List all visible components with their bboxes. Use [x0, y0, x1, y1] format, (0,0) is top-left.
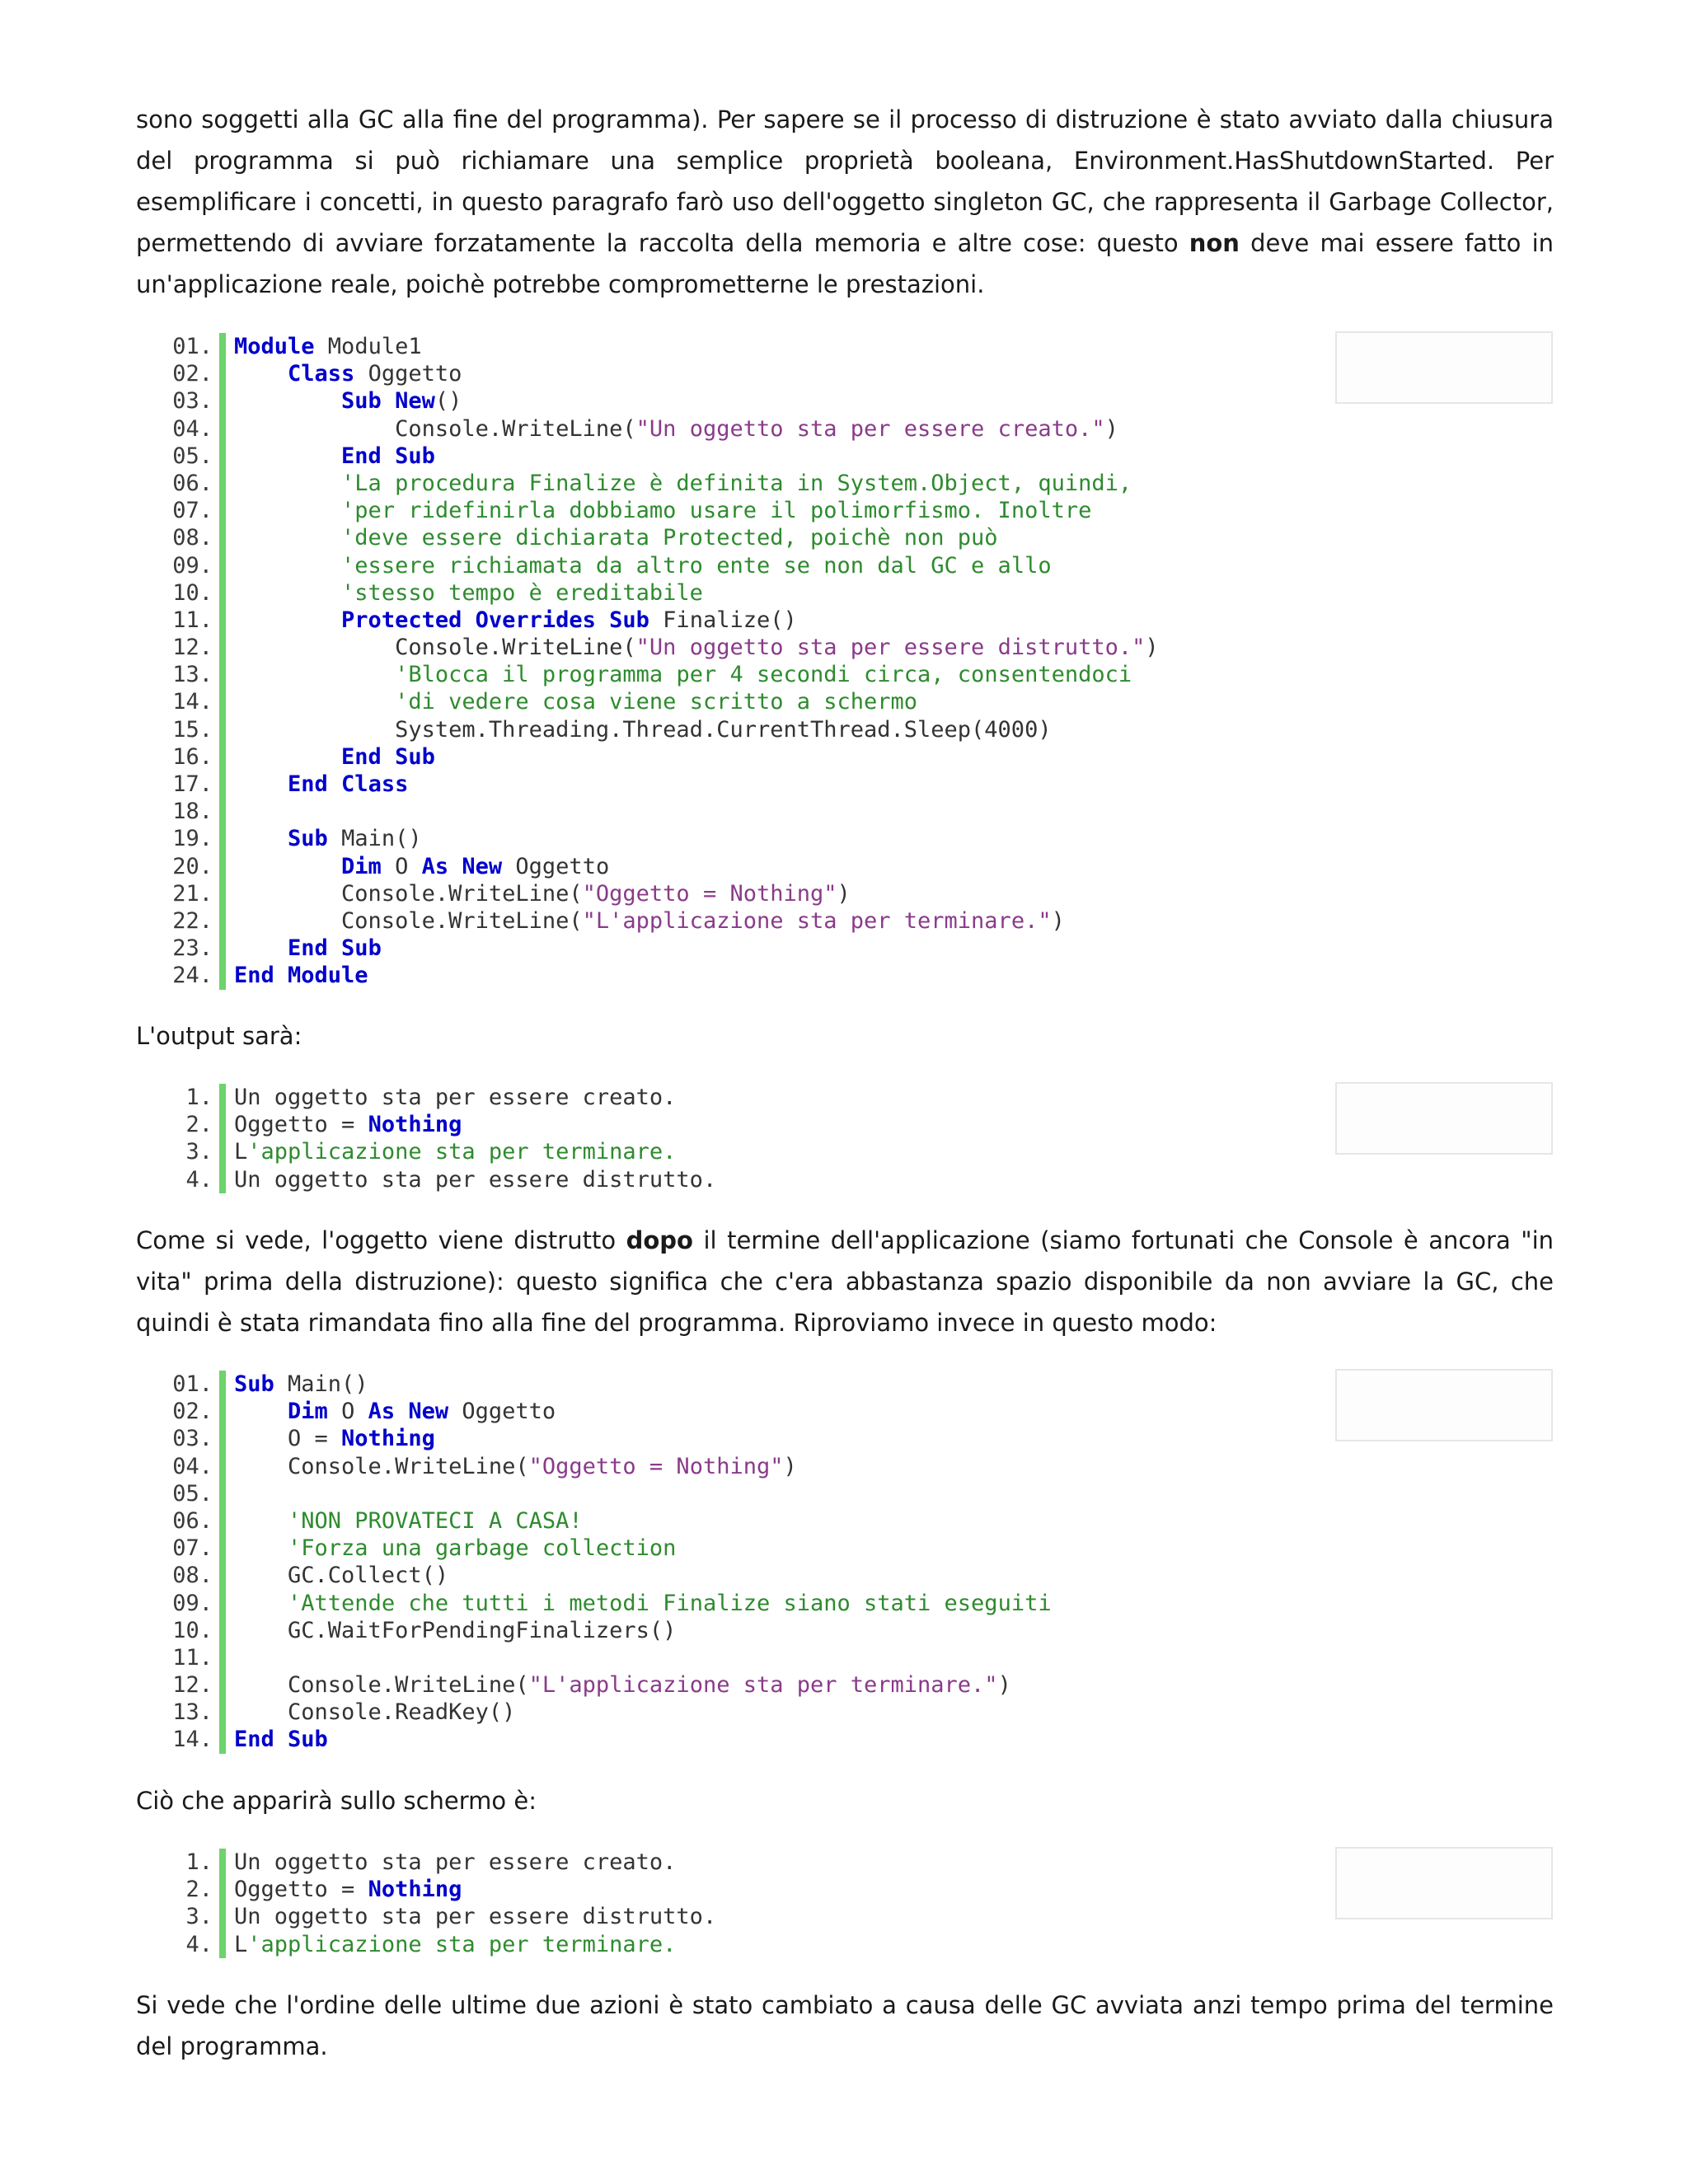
code-token: Sub [234, 1371, 274, 1397]
line-gutter-bar [219, 1425, 226, 1452]
code-token: "Un oggetto sta per essere creato." [635, 415, 1105, 442]
code-token: 'Blocca il programma per 4 secondi circa, consentendoci [395, 662, 1132, 688]
code-token: "Oggetto = Nothing" [528, 1453, 784, 1479]
line-gutter-bar [219, 1562, 226, 1589]
paragraph-explanation [136, 1220, 1554, 1343]
line-gutter-bar [219, 907, 226, 935]
line-number: 12. [172, 635, 213, 661]
paragraph-intro-text: sono soggetti alla GC alla fine del programma). Per sapere se il processo di distruzione è stato avviato dalla chiusura del programma si può richiamare una semplice proprietà booleana, Environment.HasShutdownStarted. Per esemplificare i concetti, in questo paragrafo farò uso dell'oggetto singleton GC, che rappresenta il Garbage Collector, permettendo di avviare forzatamente la raccolta della memoria e altre cose: questo [136, 105, 1554, 257]
code-text [234, 716, 1052, 743]
code-text [234, 415, 1118, 443]
line-gutter-bar [219, 1931, 226, 1958]
line-gutter-bar [219, 1371, 226, 1398]
code-token: GC.WaitForPendingFinalizers() [234, 1617, 677, 1643]
line-number: 06. [172, 470, 213, 496]
code-text [234, 771, 408, 798]
line-number: 01. [172, 334, 213, 359]
code-token: "Oggetto = Nothing" [582, 880, 837, 907]
code-text [234, 443, 435, 470]
code-line [165, 880, 1159, 907]
output-block-2 [165, 1849, 716, 1958]
line-number: 14. [172, 689, 213, 715]
code-line [165, 1480, 1052, 1507]
line-number: 09. [172, 1590, 213, 1616]
paragraph-explanation-start: Come si vede, l'oggetto viene distrutto [136, 1226, 617, 1254]
code-token: () [434, 388, 462, 415]
code-token [234, 854, 341, 879]
code-line [165, 1138, 716, 1165]
code-line [165, 1084, 716, 1111]
code-token: End Sub [288, 935, 382, 962]
code-token: Dim [288, 1399, 328, 1425]
code-token: Finalize() [649, 607, 797, 633]
code-text [234, 1617, 676, 1644]
line-gutter-bar [219, 825, 226, 852]
code-line [165, 634, 1159, 661]
code-token: Dim [341, 853, 382, 879]
code-token: 'di vedere cosa viene scritto a schermo [395, 689, 918, 715]
line-gutter-bar [219, 880, 226, 907]
code-line [165, 1535, 1052, 1562]
code-token [234, 826, 288, 851]
code-line [165, 1671, 1052, 1699]
code-token: Nothing [368, 1112, 462, 1138]
code-text [234, 1371, 368, 1398]
line-number: 11. [172, 607, 213, 633]
code-text [234, 524, 998, 551]
line-number: 09. [172, 552, 213, 579]
paragraph-intro-end: deve mai essere fatto in un'applicazione reale, poichè potrebbe comprometterne le prestazioni. [136, 229, 1554, 298]
code-token: ) [1051, 907, 1065, 934]
line-gutter-bar [219, 1398, 226, 1425]
code-line [165, 1453, 1052, 1480]
code-token [234, 580, 341, 606]
code-line [165, 1876, 716, 1903]
code-text [234, 634, 1159, 661]
code-token: Oggetto [354, 361, 462, 387]
code-token: As New [368, 1399, 449, 1425]
line-gutter-bar [219, 1138, 226, 1165]
line-gutter-bar [219, 1699, 226, 1726]
code-token: 'Attende che tutti i metodi Finalize siano stati eseguiti [288, 1590, 1052, 1616]
code-token: Oggetto [448, 1399, 556, 1425]
line-number: 06. [172, 1507, 213, 1534]
line-gutter-bar [219, 1590, 226, 1617]
code-token [234, 525, 341, 551]
code-line [165, 688, 1159, 715]
code-line [165, 853, 1159, 880]
code-text [234, 743, 435, 771]
code-text [234, 360, 462, 387]
code-line [165, 552, 1159, 579]
line-gutter-bar [219, 1535, 226, 1562]
line-number: 15. [172, 716, 213, 743]
code-token: "L'applicazione sta per terminare." [528, 1672, 998, 1699]
code-line [165, 1398, 1052, 1425]
line-gutter-bar [219, 1507, 226, 1535]
line-gutter-bar [219, 579, 226, 607]
code-token [234, 1399, 288, 1424]
code-block-main [165, 1371, 1052, 1754]
line-gutter-bar [219, 415, 226, 443]
line-gutter-bar [219, 771, 226, 798]
line-gutter-bar [219, 716, 226, 743]
line-gutter-bar [219, 387, 226, 415]
line-number: 07. [172, 498, 213, 524]
line-gutter-bar [219, 1876, 226, 1903]
code-text [234, 825, 422, 852]
line-number: 08. [172, 525, 213, 551]
code-line [165, 935, 1159, 962]
paragraph-conclusion: Si vede che l'ordine delle ultime due azioni è stato cambiato a causa delle GC avviata anzi tempo prima del termine del programma. [136, 1991, 1554, 2060]
code-line [165, 333, 1159, 360]
line-gutter-bar [219, 1111, 226, 1138]
code-token: "Un oggetto sta per essere distrutto." [635, 635, 1146, 661]
code-token [234, 471, 341, 496]
code-text [234, 1398, 556, 1425]
code-line [165, 360, 1159, 387]
code-token: ) [783, 1453, 797, 1479]
line-number: 19. [172, 826, 213, 852]
line-number: 2. [185, 1112, 213, 1138]
line-number: 07. [172, 1535, 213, 1562]
code-token: As New [421, 853, 503, 879]
line-number: 20. [172, 853, 213, 879]
code-line [165, 798, 1159, 825]
code-line [165, 1617, 1052, 1644]
code-token: Nothing [341, 1426, 435, 1452]
line-number: 21. [172, 880, 213, 907]
code-token: 'essere richiamata da altro ente se non dal GC e allo [341, 552, 1052, 579]
line-gutter-bar [219, 470, 226, 497]
code-line [165, 470, 1159, 497]
line-gutter-bar [219, 1617, 226, 1644]
line-gutter-bar [219, 798, 226, 825]
line-gutter-bar [219, 552, 226, 579]
code-line [165, 1371, 1052, 1398]
code-line [165, 1166, 716, 1193]
line-number: 04. [172, 415, 213, 442]
code-token: Console.WriteLine( [234, 907, 583, 934]
code-token: GC.Collect() [234, 1563, 449, 1589]
code-line [165, 661, 1159, 688]
code-token: 'per ridefinirla dobbiamo usare il polimorfismo. Inoltre [341, 498, 1092, 524]
output-block-1 [165, 1084, 716, 1193]
code-token [234, 1535, 288, 1561]
line-number: 10. [172, 579, 213, 606]
code-line [165, 1699, 1052, 1726]
code-token: Oggetto = [234, 1112, 368, 1138]
line-number: 13. [172, 1699, 213, 1726]
code-token: End Class [288, 771, 409, 797]
line-number: 4. [185, 1931, 213, 1957]
code-text [234, 607, 797, 634]
code-line [165, 771, 1159, 798]
code-token: "L'applicazione sta per terminare." [582, 907, 1052, 934]
code-token [234, 607, 341, 633]
code-token: Module [234, 334, 315, 359]
code-text [234, 1849, 676, 1876]
code-token: System.Threading.Thread.CurrentThread.Sleep(4000) [234, 716, 1052, 743]
code-token: Console.WriteLine( [234, 1672, 529, 1699]
emphasis-dopo: dopo [626, 1226, 693, 1254]
code-text [234, 1903, 716, 1930]
code-token: End Sub [341, 743, 435, 770]
line-number: 1. [185, 1849, 213, 1875]
code-token [234, 388, 341, 414]
code-text [234, 1671, 1011, 1699]
line-number: 18. [172, 799, 213, 825]
code-token [234, 1591, 288, 1616]
code-line [165, 387, 1159, 415]
code-text [234, 1138, 676, 1165]
line-number: 02. [172, 361, 213, 387]
line-number: 14. [172, 1727, 213, 1753]
code-token: Sub [288, 826, 328, 852]
code-toolbar-box[interactable] [1335, 331, 1553, 404]
output-toolbar-box-1[interactable] [1335, 1082, 1553, 1155]
code-token: Un oggetto sta per essere creato. [234, 1849, 677, 1875]
code-token: 'deve essere dichiarata Protected, poichè non può [341, 525, 998, 551]
code-token [234, 553, 341, 579]
code-token: ) [837, 880, 851, 907]
code-token: Main() [327, 826, 422, 852]
line-gutter-bar [219, 1726, 226, 1753]
line-number: 08. [172, 1563, 213, 1589]
code-token [234, 1508, 288, 1534]
line-number: 12. [172, 1672, 213, 1699]
code-text [234, 470, 1132, 497]
line-gutter-bar [219, 688, 226, 715]
code-token: Nothing [368, 1877, 462, 1903]
code-token: 'NON PROVATECI A CASA! [288, 1507, 583, 1534]
line-gutter-bar [219, 360, 226, 387]
code-token: End Module [234, 963, 368, 989]
code-token: Sub New [341, 388, 435, 415]
code-text [234, 1590, 1052, 1617]
line-gutter-bar [219, 853, 226, 880]
code-token: L [234, 1931, 248, 1957]
code-text [234, 688, 917, 715]
line-gutter-bar [219, 524, 226, 551]
code-token: O [327, 1399, 368, 1425]
line-number: 10. [172, 1617, 213, 1643]
line-number: 16. [172, 743, 213, 770]
code-toolbar-box-2[interactable] [1335, 1369, 1553, 1441]
line-number: 03. [172, 1426, 213, 1452]
paragraph-intro [136, 99, 1554, 305]
code-text [234, 387, 462, 415]
code-token [234, 662, 395, 687]
code-token: 'stesso tempo è ereditabile [341, 579, 703, 606]
code-token: Class [288, 361, 355, 387]
code-line [165, 1562, 1052, 1589]
line-number: 02. [172, 1399, 213, 1425]
code-token: ) [997, 1672, 1011, 1699]
line-number: 05. [172, 443, 213, 469]
code-text [234, 1084, 676, 1111]
code-line [165, 415, 1159, 443]
code-token: 'applicazione sta per terminare. [247, 1139, 677, 1165]
code-token: End Sub [341, 443, 435, 469]
code-text [234, 661, 1132, 688]
code-text [234, 1166, 716, 1193]
line-gutter-bar [219, 333, 226, 360]
code-token: Un oggetto sta per essere distrutto. [234, 1904, 717, 1930]
code-line [165, 443, 1159, 470]
code-token [234, 361, 288, 387]
code-line [165, 1726, 1052, 1753]
code-line [165, 1931, 716, 1958]
code-token: Console.ReadKey() [234, 1699, 516, 1726]
code-text [234, 1726, 328, 1753]
code-token: ) [1104, 415, 1118, 442]
code-line [165, 1425, 1052, 1452]
code-line [165, 825, 1159, 852]
line-gutter-bar [219, 607, 226, 634]
code-line [165, 743, 1159, 771]
code-text [234, 1699, 515, 1726]
code-token [234, 744, 341, 770]
paragraph-explanation-end: il termine dell'applicazione (siamo fortunati che Console è ancora "in vita" prima della distruzione): questo significa che c'era abbastanza spazio disponibile da non avviare la GC, che quindi è stata rimandata fino alla fine del programma. Riproviamo invece in questo modo: [136, 1226, 1554, 1337]
code-text [234, 1425, 435, 1452]
line-gutter-bar [219, 1480, 226, 1507]
code-token: Console.WriteLine( [234, 880, 583, 907]
code-token: L [234, 1139, 248, 1165]
code-token: 'Forza una garbage collection [288, 1535, 677, 1562]
line-gutter-bar [219, 1084, 226, 1111]
line-number: 1. [185, 1085, 213, 1110]
code-token: Un oggetto sta per essere creato. [234, 1085, 677, 1110]
code-token: Oggetto [502, 853, 610, 879]
code-token: O = [234, 1426, 342, 1452]
code-token: Module1 [314, 334, 422, 359]
line-number: 2. [185, 1877, 213, 1903]
code-line [165, 1644, 1052, 1671]
code-line [165, 1849, 716, 1876]
code-token: Un oggetto sta per essere distrutto. [234, 1166, 717, 1193]
code-text [234, 1876, 462, 1903]
code-text [234, 880, 851, 907]
code-text [234, 1507, 583, 1535]
line-gutter-bar [219, 1671, 226, 1699]
code-token [234, 689, 395, 715]
emphasis-non: non [1189, 229, 1240, 257]
code-token: Console.WriteLine( [234, 415, 636, 442]
line-number: 05. [172, 1480, 213, 1507]
code-line [165, 1507, 1052, 1535]
line-number: 3. [185, 1904, 213, 1930]
line-gutter-bar [219, 743, 226, 771]
line-gutter-bar [219, 1644, 226, 1671]
code-line [165, 907, 1159, 935]
line-number: 24. [172, 963, 213, 989]
code-line [165, 1111, 716, 1138]
output-label-2: Ciò che apparirà sullo schermo è: [136, 1787, 537, 1815]
line-gutter-bar [219, 443, 226, 470]
code-token: 'La procedura Finalize è definita in System.Object, quindi, [341, 470, 1132, 496]
code-text [234, 962, 368, 989]
code-token: Console.WriteLine( [234, 635, 636, 661]
code-text [234, 853, 609, 880]
line-number: 17. [172, 771, 213, 797]
line-number: 3. [185, 1139, 213, 1165]
code-token: Protected Overrides Sub [341, 607, 649, 633]
line-gutter-bar [219, 1903, 226, 1930]
code-text [234, 1111, 462, 1138]
line-gutter-bar [219, 1849, 226, 1876]
code-token: 'applicazione sta per terminare. [247, 1931, 677, 1957]
code-line [165, 579, 1159, 607]
line-gutter-bar [219, 1453, 226, 1480]
code-token: End Sub [234, 1727, 328, 1753]
code-line [165, 1903, 716, 1930]
code-line [165, 497, 1159, 524]
line-number: 11. [172, 1644, 213, 1671]
code-text [234, 1453, 797, 1480]
line-number: 13. [172, 662, 213, 688]
line-gutter-bar [219, 962, 226, 989]
line-gutter-bar [219, 935, 226, 962]
code-line [165, 524, 1159, 551]
code-text [234, 1535, 676, 1562]
code-text [234, 1562, 448, 1589]
code-token: O [381, 853, 422, 879]
code-token: Console.WriteLine( [234, 1453, 529, 1479]
code-text [234, 1931, 676, 1958]
line-gutter-bar [219, 497, 226, 524]
code-token [234, 443, 341, 469]
output-label-1: L'output sarà: [136, 1022, 302, 1050]
code-token: Oggetto = [234, 1877, 368, 1903]
line-number: 23. [172, 935, 213, 962]
code-text [234, 935, 382, 962]
code-block-module [165, 333, 1159, 990]
line-number: 4. [185, 1166, 213, 1193]
code-text [234, 333, 422, 360]
code-line [165, 716, 1159, 743]
line-number: 04. [172, 1453, 213, 1479]
line-number: 01. [172, 1371, 213, 1397]
code-text [234, 907, 1065, 935]
code-text [234, 497, 1091, 524]
code-line [165, 962, 1159, 989]
code-token [234, 498, 341, 523]
line-gutter-bar [219, 1166, 226, 1193]
code-token: ) [1145, 635, 1159, 661]
code-line [165, 1590, 1052, 1617]
line-gutter-bar [219, 661, 226, 688]
code-line [165, 607, 1159, 634]
code-text [234, 579, 703, 607]
code-token [234, 935, 288, 961]
line-number: 03. [172, 388, 213, 415]
code-token [234, 771, 288, 797]
code-text [234, 552, 1052, 579]
output-toolbar-box-2[interactable] [1335, 1847, 1553, 1919]
line-number: 22. [172, 907, 213, 934]
code-token: Main() [274, 1371, 368, 1397]
line-gutter-bar [219, 634, 226, 661]
